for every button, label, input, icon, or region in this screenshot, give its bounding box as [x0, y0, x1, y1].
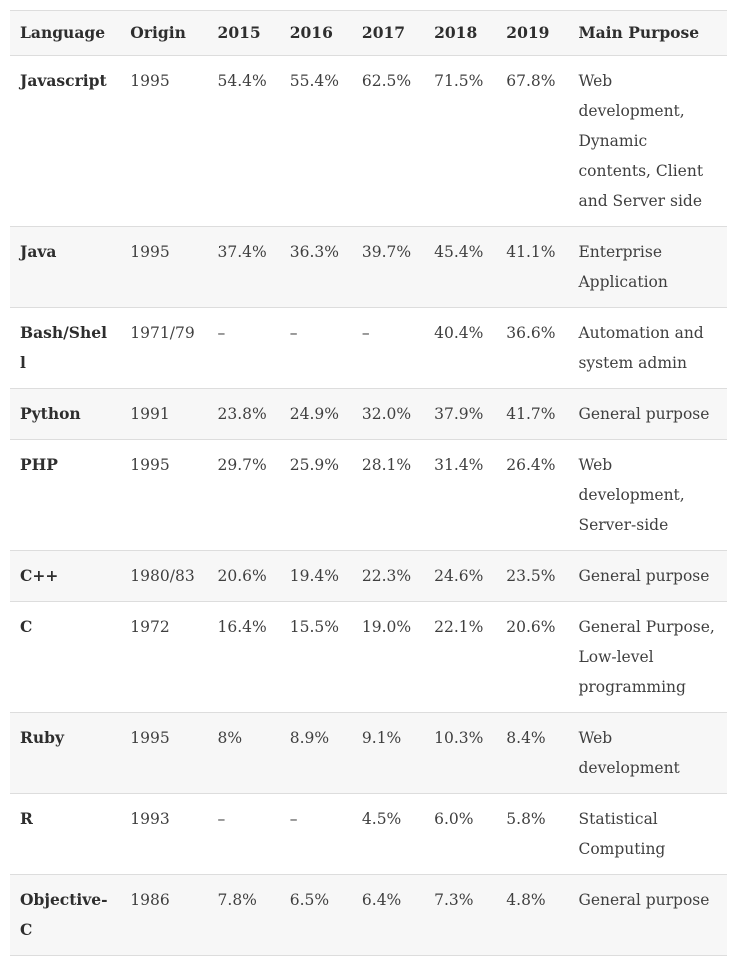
main-purpose-cell: General purpose: [568, 875, 727, 956]
year-2015-cell: 7.8%: [208, 875, 280, 956]
table-row: [10, 308, 727, 389]
table-row: [10, 227, 727, 308]
year-2016-cell: –: [280, 794, 352, 875]
column-header-2016: 2016: [280, 11, 352, 56]
origin-cell: 1995: [120, 227, 207, 308]
year-2016-cell: 36.3%: [280, 227, 352, 308]
main-purpose-cell: Web development: [568, 713, 727, 794]
year-2019-cell: 8.4%: [496, 713, 568, 794]
main-purpose-cell: Statistical Computing: [568, 794, 727, 875]
origin-cell: 1986: [120, 875, 207, 956]
year-2017-cell: 19.0%: [352, 602, 424, 713]
language-cell: R: [10, 794, 120, 875]
year-2015-cell: 16.4%: [208, 602, 280, 713]
year-2019-cell: 36.6%: [496, 308, 568, 389]
year-2016-cell: 6.5%: [280, 875, 352, 956]
year-2016-cell: 24.9%: [280, 389, 352, 440]
language-cell: Ruby: [10, 713, 120, 794]
main-purpose-cell: Web development, Server-side: [568, 440, 727, 551]
main-purpose-cell: Web development, Dynamic contents, Client and Server side: [568, 56, 727, 227]
year-2018-cell: 37.9%: [424, 389, 496, 440]
table-row: [10, 713, 727, 794]
column-header-language: Language: [10, 11, 120, 56]
table-row: [10, 56, 727, 227]
main-purpose-cell: General purpose: [568, 389, 727, 440]
table-row: [10, 602, 727, 713]
column-header-origin: Origin: [120, 11, 207, 56]
year-2019-cell: 41.1%: [496, 227, 568, 308]
language-cell: PHP: [10, 440, 120, 551]
year-2018-cell: 22.1%: [424, 602, 496, 713]
language-cell: Objective-C: [10, 875, 120, 956]
column-header-2017: 2017: [352, 11, 424, 56]
language-cell: Bash/Shell: [10, 308, 120, 389]
origin-cell: 1995: [120, 713, 207, 794]
main-purpose-cell: General Purpose, Low-level programming: [568, 602, 727, 713]
year-2018-cell: 45.4%: [424, 227, 496, 308]
year-2015-cell: –: [208, 794, 280, 875]
year-2019-cell: 20.6%: [496, 602, 568, 713]
main-purpose-cell: Enterprise Application: [568, 227, 727, 308]
language-popularity-table: [10, 10, 727, 956]
language-cell: C++: [10, 551, 120, 602]
year-2016-cell: –: [280, 308, 352, 389]
year-2016-cell: 19.4%: [280, 551, 352, 602]
language-cell: Python: [10, 389, 120, 440]
table-row: [10, 794, 727, 875]
year-2018-cell: 10.3%: [424, 713, 496, 794]
year-2017-cell: 28.1%: [352, 440, 424, 551]
year-2018-cell: 24.6%: [424, 551, 496, 602]
year-2019-cell: 5.8%: [496, 794, 568, 875]
origin-cell: 1971/79: [120, 308, 207, 389]
origin-cell: 1993: [120, 794, 207, 875]
language-cell: Java: [10, 227, 120, 308]
year-2015-cell: –: [208, 308, 280, 389]
year-2017-cell: 6.4%: [352, 875, 424, 956]
year-2018-cell: 31.4%: [424, 440, 496, 551]
year-2015-cell: 37.4%: [208, 227, 280, 308]
column-header-main-purpose: Main Purpose: [568, 11, 727, 56]
table-header: [10, 11, 727, 56]
language-cell: C: [10, 602, 120, 713]
year-2016-cell: 25.9%: [280, 440, 352, 551]
year-2015-cell: 54.4%: [208, 56, 280, 227]
table-row: [10, 875, 727, 956]
year-2017-cell: 22.3%: [352, 551, 424, 602]
origin-cell: 1991: [120, 389, 207, 440]
table-row: [10, 551, 727, 602]
year-2018-cell: 7.3%: [424, 875, 496, 956]
language-cell: Javascript: [10, 56, 120, 227]
year-2016-cell: 55.4%: [280, 56, 352, 227]
year-2019-cell: 41.7%: [496, 389, 568, 440]
year-2017-cell: 32.0%: [352, 389, 424, 440]
header-row: [10, 11, 727, 56]
table-row: [10, 389, 727, 440]
main-purpose-cell: General purpose: [568, 551, 727, 602]
year-2019-cell: 23.5%: [496, 551, 568, 602]
column-header-2015: 2015: [208, 11, 280, 56]
year-2017-cell: 62.5%: [352, 56, 424, 227]
origin-cell: 1995: [120, 56, 207, 227]
year-2017-cell: 9.1%: [352, 713, 424, 794]
year-2017-cell: 4.5%: [352, 794, 424, 875]
column-header-2019: 2019: [496, 11, 568, 56]
origin-cell: 1995: [120, 440, 207, 551]
year-2019-cell: 4.8%: [496, 875, 568, 956]
table-row: [10, 440, 727, 551]
origin-cell: 1972: [120, 602, 207, 713]
year-2015-cell: 20.6%: [208, 551, 280, 602]
year-2015-cell: 8%: [208, 713, 280, 794]
year-2017-cell: 39.7%: [352, 227, 424, 308]
year-2015-cell: 29.7%: [208, 440, 280, 551]
year-2018-cell: 6.0%: [424, 794, 496, 875]
table-body: [10, 56, 727, 956]
year-2018-cell: 40.4%: [424, 308, 496, 389]
year-2016-cell: 8.9%: [280, 713, 352, 794]
column-header-2018: 2018: [424, 11, 496, 56]
year-2017-cell: –: [352, 308, 424, 389]
year-2015-cell: 23.8%: [208, 389, 280, 440]
main-purpose-cell: Automation and system admin: [568, 308, 727, 389]
year-2016-cell: 15.5%: [280, 602, 352, 713]
year-2019-cell: 26.4%: [496, 440, 568, 551]
origin-cell: 1980/83: [120, 551, 207, 602]
year-2018-cell: 71.5%: [424, 56, 496, 227]
year-2019-cell: 67.8%: [496, 56, 568, 227]
